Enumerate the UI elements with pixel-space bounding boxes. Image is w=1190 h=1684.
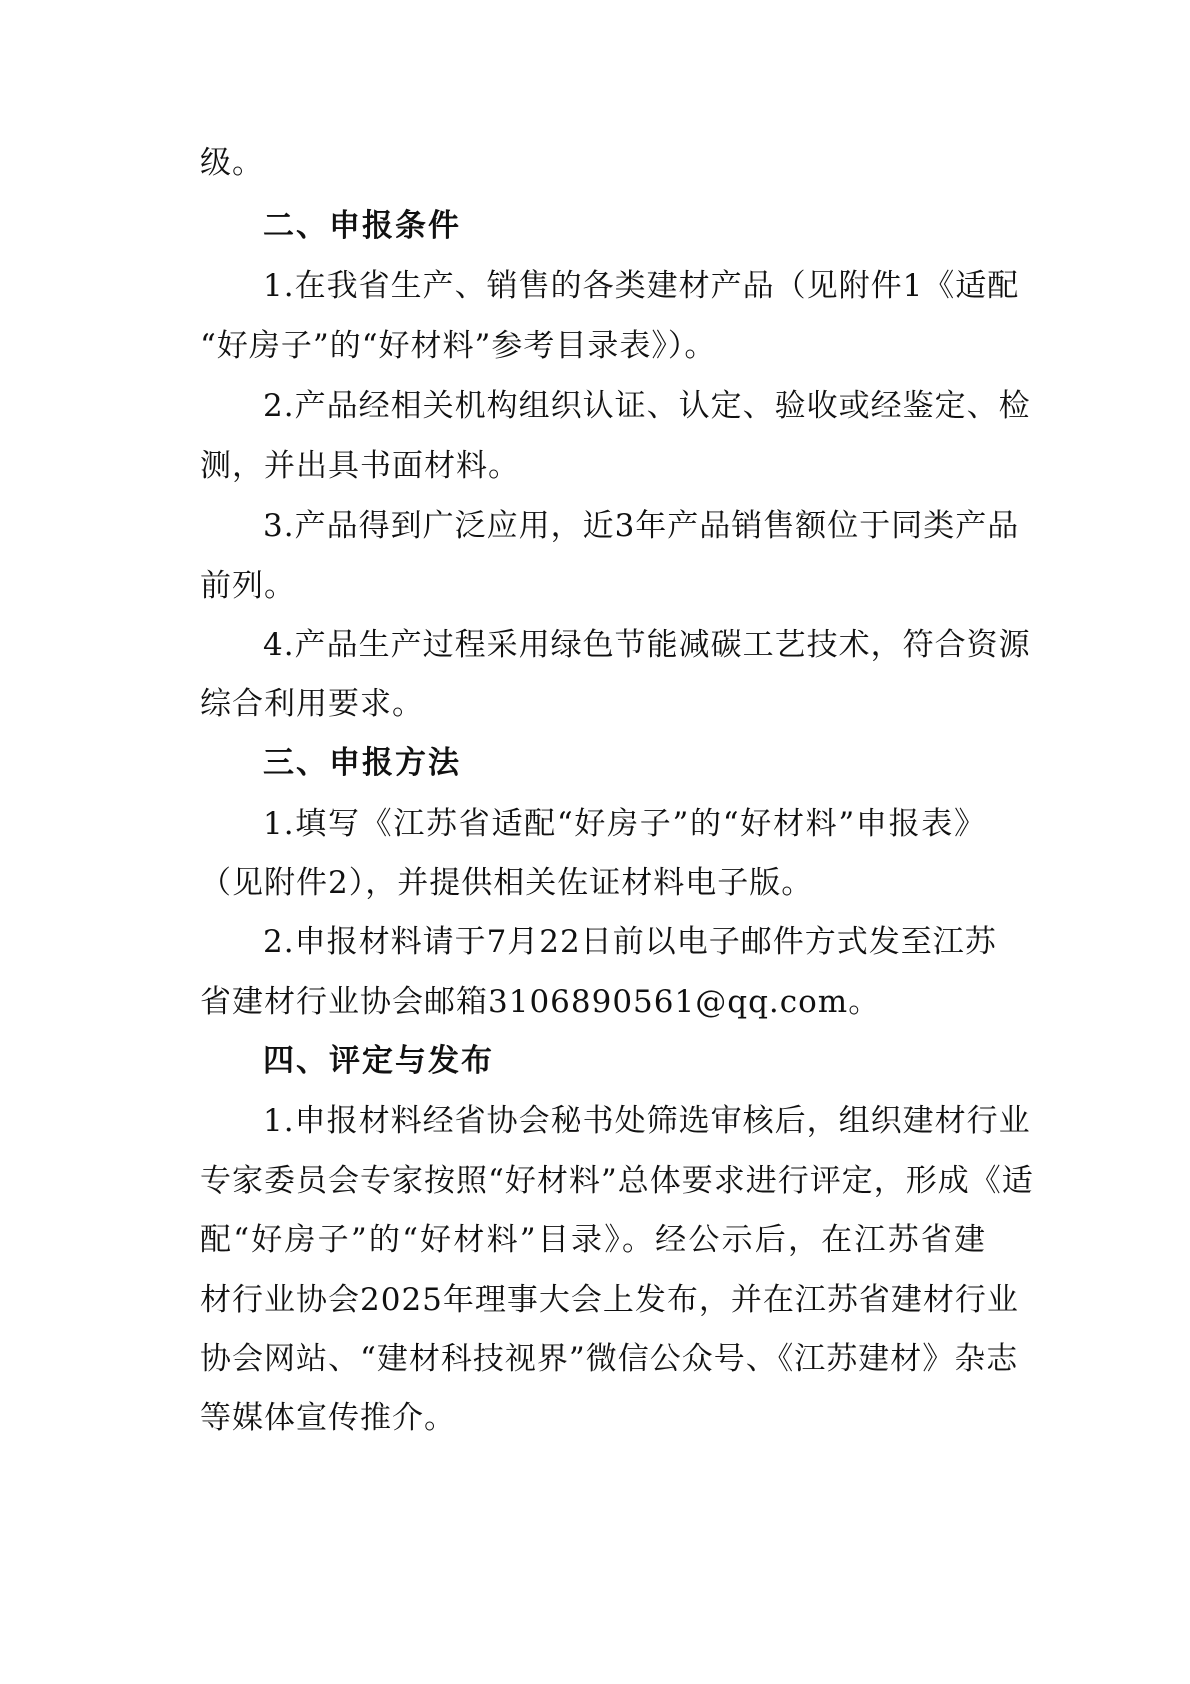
paragraph-line: 2.产品经相关机构组织认证、认定、验收或经鉴定、检 [263, 388, 1031, 424]
paragraph-line: 级。 [200, 145, 264, 181]
section-heading-application-method: 三、申报方法 [263, 745, 461, 781]
paragraph-line: 1.申报材料经省协会秘书处筛选审核后，组织建材行业 [263, 1103, 1031, 1139]
paragraph-line: 专家委员会专家按照“好材料”总体要求进行评定，形成《适 [200, 1163, 1034, 1199]
paragraph-line: 3.产品得到广泛应用，近3年产品销售额位于同类产品 [263, 508, 1020, 544]
paragraph-line: （见附件2），并提供相关佐证材料电子版。 [200, 865, 814, 901]
section-heading-evaluation-and-release: 四、评定与发布 [263, 1043, 494, 1079]
paragraph-line: “好房子”的“好材料”参考目录表》）。 [200, 328, 717, 364]
paragraph-line: 配“好房子”的“好材料”目录》。经公示后，在江苏省建 [200, 1222, 986, 1258]
paragraph-line: 2.申报材料请于7月22日前以电子邮件方式发至江苏 [263, 924, 997, 960]
paragraph-line: 材行业协会2025年理事大会上发布，并在江苏省建材行业 [200, 1282, 1019, 1318]
paragraph-line-email: 省建材行业协会邮箱3106890561@qq.com。 [200, 984, 881, 1020]
paragraph-line: 等媒体宣传推介。 [200, 1400, 456, 1436]
section-heading-application-conditions: 二、申报条件 [263, 208, 461, 244]
paragraph-line: 综合利用要求。 [200, 686, 424, 722]
paragraph-line: 协会网站、“建材科技视界”微信公众号、《江苏建材》杂志 [200, 1341, 1019, 1377]
paragraph-line: 1.在我省生产、销售的各类建材产品（见附件1《适配 [263, 268, 1020, 304]
paragraph-line: 4.产品生产过程采用绿色节能减碳工艺技术，符合资源 [263, 627, 1031, 663]
paragraph-line: 1.填写《江苏省适配“好房子”的“好材料”申报表》 [263, 806, 986, 842]
paragraph-line: 测，并出具书面材料。 [200, 448, 520, 484]
paragraph-line: 前列。 [200, 568, 296, 604]
